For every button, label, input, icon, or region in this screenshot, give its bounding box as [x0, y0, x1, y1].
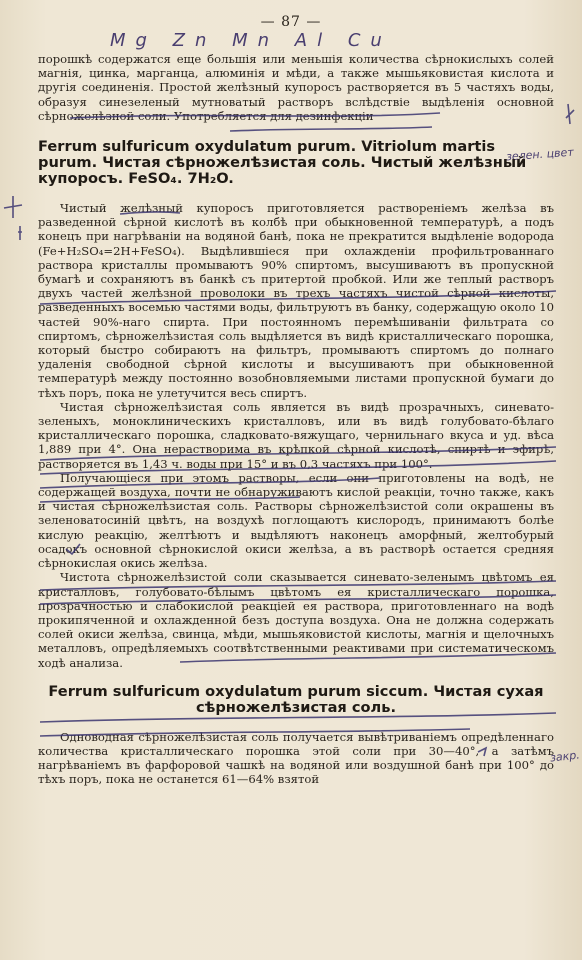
handwritten-margin-note: зелен. цвет	[505, 145, 575, 164]
handwritten-margin-note-2: закр.	[549, 748, 581, 765]
paragraph-intro: порошкѣ содержатся еще большія или меньшія количества сѣрнокислыхъ солей магнія, цинка, марганца, алюминія и мѣди, а также мышьяковистая кислота и другія соединенія. Простой желѣзный купоросъ растворяется въ 5 частяхъ воды, образуя синезеленый мутноватый растворъ вслѣдствіе выдѣленія основной сѣрножелѣзной соли. Употребляется для дезинфекціи	[38, 52, 554, 123]
page-text	[38, 52, 554, 787]
bracket-mark	[566, 104, 574, 124]
page-number: — 87 —	[260, 14, 322, 30]
paragraph-dry-salt: Одноводная сѣрножелѣзистая соль получается вывѣтриваніемъ опредѣленнаго количества кристаллическаго порошка этой соли при 30—40°, а затѣмъ нагрѣваніемъ въ фарфоровой чашкѣ на водяной или воздушной банѣ при 100° до тѣхъ поръ, пока не останется 61—64% взятой	[38, 729, 554, 787]
paragraph-solutions: Получающіеся при этомъ растворы, если они приготовлены на водѣ, не содержащей воздуха, почти не обнаруживаютъ кислой реакціи, точно также, какъ и чистая сѣрножелѣзистая соль. Растворы сѣрножелѣзистой соли окрашены въ зеленоватосиній цвѣтъ, на воздухѣ поглощаютъ кислородъ, принимаютъ болѣе кислую реакцію, желтѣютъ и выдѣляютъ наконецъ аморфный, желтобурый осадокъ основной сѣрнокислой окиси желѣза, а въ растворѣ остается средняя сѣрнокислая окись желѣза.	[38, 470, 554, 571]
handwritten-annotation-top: Mg Zn Mn Al Cu	[110, 30, 392, 51]
paragraph-purity: Чистота сѣрножелѣзистой соли сказывается синевато-зеленымъ цвѣтомъ ея кристалловъ, голубовато-бѣлымъ цвѣтомъ ея кристаллическаго порошка, прозрачностью и слабокислой реакціей ея раствора, приготовленнаго на водѣ прокипяченной и охлажденной безъ доступа воздуха. Она не должна содержать солей окиси желѣза, свинца, мѣди, мышьяковистой кислоты, магнія и щелочныхъ металловъ, опредѣляемыхъ соотвѣтственными реактивами при систематическомъ ходѣ анализа.	[38, 570, 554, 670]
bracket-mark	[4, 196, 22, 218]
bracket-mark	[18, 226, 22, 240]
paragraph-properties: Чистая сѣрножелѣзистая соль является въ видѣ прозрачныхъ, синевато-зеленыхъ, моноклиническихъ кристалловъ, или въ видѣ голубовато-бѣлаго кристаллическаго порошка, сладковато-вяжущаго, чернильнаго вкуса и уд. вѣса 1,889 при 4°. Она нерастворима въ крѣпкой сѣрной кислотѣ, спиртѣ и эфирѣ, растворяется въ 1,43 ч. воды при 15° и въ 0,3 частяхъ при 100°.	[38, 399, 554, 471]
paragraph-preparation: Чистый желѣзный купоросъ приготовляется раствореніемъ желѣза въ разведенной сѣрной кислотѣ въ колбѣ при обыкновенной температурѣ, а подъ конецъ при нагрѣваніи на водяной банѣ, пока не прекратится выдѣленіе водорода (Fe+H₂SO₄=2H+FeSO₄). Выдѣлившіеся при охлажденіи профильтрованнаго раствора кристаллы промываютъ 90% спиртомъ, высушиваютъ въ пропускной бумагѣ и сохраняютъ въ банкѣ съ притертой пробкой. Или же теплый растворъ двухъ частей желѣзной проволоки въ трехъ частяхъ чистой сѣрной кислоты, разведенныхъ восемью частями воды, фильтруютъ въ банку, содержащую около 10 частей 90%-наго спирта. При постоянномъ перемѣшиваніи фильтрата со спиртомъ, сѣрножелѣзистая соль выдѣляется въ видѣ кристаллическаго порошка, который быстро собираютъ на фильтръ, промываютъ спиртомъ до полнаго удаленія свободной сѣрной кислоты и высушиваютъ при обыкновенной температурѣ между постоянно возобновляемыми листами пропускной бумаги до тѣхъ поръ, пока не улетучится весь спиртъ.	[38, 201, 554, 400]
section-heading-ferrum-siccum: Ferrum sulfuricum oxydulatum purum siccum. Чистая сухая сѣрножелѣзистая соль.	[48, 682, 544, 716]
section-heading-ferrum-purum: Ferrum sulfuricum oxydulatum purum. Vitriolum martis purum. Чистая сѣрножелѣзистая соль. Чистый желѣзный купоросъ. FeSO₄. 7H₂O.	[38, 138, 527, 188]
